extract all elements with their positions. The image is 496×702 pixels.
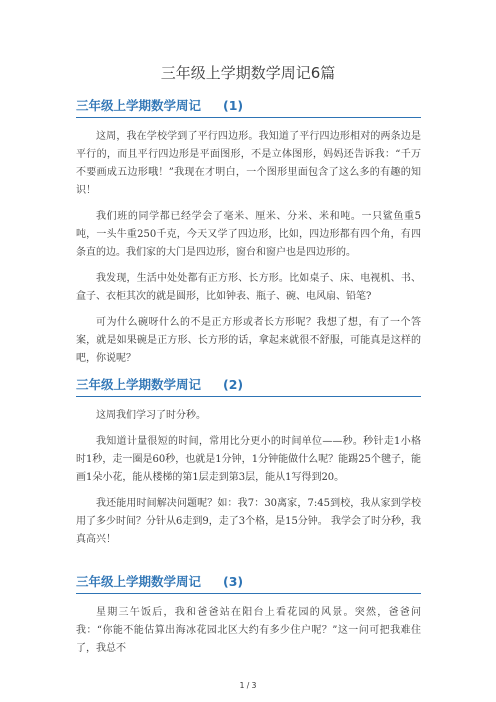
paragraph: 这周我们学习了时分秒。 [96,410,206,421]
paragraph: 我还能用时间解决问题呢？如：我7：30离家，7:45到校，我从家到学校用了多少时间？分针从6走到9，走了3个格，是15分钟。 我学会了时分秒，我真高兴！ [76,498,421,545]
section-heading-text: 三年级上学期数学周记 [76,574,202,589]
section-2 [76,375,421,549]
section-heading [76,572,421,594]
paragraph: 我们班的同学都已经学会了毫米、厘米、分米、米和吨。一只鲨鱼重5吨，一头牛重250千克，今天又学了四边形，比如，四边形都有四个角，有四条直的边。我们家的大门是四边形，窗台和窗户也是四边形的。 [76,211,421,258]
section-number: (2) [223,377,244,392]
section-heading-text: 三年级上学期数学周记 [76,98,202,113]
section-3 [76,572,421,658]
section-heading [76,96,421,118]
section-number: (1) [223,98,244,113]
paragraph: 星期三午饭后，我和爸爸站在阳台上看花园的风景。突然，爸爸问我：“你能不能估算出海冰花园北区大约有多少住户呢？”这一问可把我难住了，我总不 [76,607,421,654]
section-number: (3) [223,574,244,589]
section-1 [76,96,421,368]
paragraph: 我知道计量很短的时间，常用比分更小的时间单位——秒。秒针走1小格时1秒，走一圈是60秒，也就是1分钟，1分钟能做什么呢？能踢25个毽子，能画1朵小花，能从楼梯的第1层走到第3层，能从1写得到20。 [76,436,421,483]
page-number: 1 / 3 [239,681,257,690]
paragraph: 我发现，生活中处处都有正方形、长方形。比如桌子、床、电视机、书、盒子、衣柜其次的就是圆形，比如钟表、瓶子、碗、电风扇、铅笔? [76,273,421,302]
section-heading-text: 三年级上学期数学周记 [76,377,202,392]
page-title: 三年级上学期数学周记6篇 [160,64,336,82]
section-heading [76,375,421,397]
paragraph: 可为什么碗呀什么的不是正方形或者长方形呢？我想了想，有了一个答案，就是如果碗是正方形、长方形的话，拿起来就很不舒服，可能真是这样的吧，你说呢？ [76,317,421,364]
paragraph: 这周，我在学校学到了平行四边形。我知道了平行四边形相对的两条边是平行的，而且平行四边形是平面图形，不是立体图形，妈妈还告诉我：“千万不要画成五边形哦！”我现在才明白，一个图形里面包含了这么多的有趣的知识！ [76,131,421,196]
